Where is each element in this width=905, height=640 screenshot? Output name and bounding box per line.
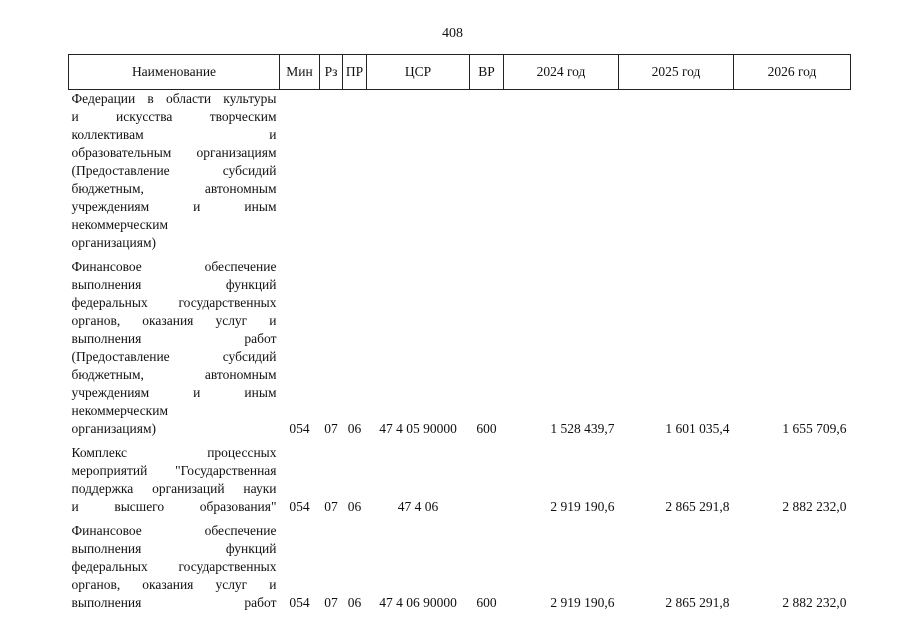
name-line: коллективам и bbox=[71, 127, 277, 142]
cell-rz: 07 bbox=[324, 499, 338, 514]
cell-min bbox=[280, 90, 320, 253]
name-line: выполнения функций bbox=[71, 277, 277, 292]
name-line: образовательным организациям bbox=[71, 145, 277, 160]
cell-rz: 07 bbox=[324, 595, 338, 610]
name-line: (Предоставление субсидий bbox=[71, 349, 277, 364]
table-row bbox=[69, 444, 851, 516]
header-pr: ПР bbox=[343, 55, 367, 90]
table-header-row bbox=[69, 55, 851, 90]
cell-name bbox=[69, 522, 280, 612]
cell-2026 bbox=[734, 90, 851, 253]
spacer-cell bbox=[69, 612, 851, 618]
name-line: выполнения функций bbox=[71, 541, 277, 556]
cell-2026: 1 655 709,6 bbox=[782, 421, 847, 436]
name-line: организациям) bbox=[71, 421, 157, 436]
table-row bbox=[69, 90, 851, 253]
cell-vr: 600 bbox=[476, 595, 497, 610]
cell-csr: 47 4 05 90000 bbox=[379, 421, 457, 436]
cell-vr bbox=[470, 90, 504, 253]
name-line: (Предоставление субсидий bbox=[71, 163, 277, 178]
header-2024: 2024 год bbox=[504, 55, 619, 90]
name-line: органов, оказания услуг и bbox=[71, 313, 277, 328]
cell-2024: 2 919 190,6 bbox=[550, 595, 615, 610]
name-line: и высшего образования" bbox=[71, 499, 277, 514]
name-line: Финансовое обеспечение bbox=[71, 259, 277, 274]
header-2025: 2025 год bbox=[619, 55, 734, 90]
cell-2025: 2 865 291,8 bbox=[665, 499, 730, 514]
row-spacer bbox=[69, 612, 851, 618]
name-line: федеральных государственных bbox=[71, 559, 277, 574]
table-row bbox=[69, 258, 851, 438]
cell-2025: 1 601 035,4 bbox=[665, 421, 730, 436]
cell-rz: 07 bbox=[324, 421, 338, 436]
cell-vr: 600 bbox=[476, 421, 497, 436]
cell-2025: 2 865 291,8 bbox=[665, 595, 730, 610]
name-line: учреждениям и иным bbox=[71, 385, 277, 400]
cell-2026: 2 882 232,0 bbox=[782, 499, 847, 514]
header-min: Мин bbox=[280, 55, 320, 90]
cell-name bbox=[69, 90, 280, 253]
cell-rz bbox=[320, 90, 343, 253]
cell-min: 054 bbox=[289, 499, 310, 514]
budget-table bbox=[68, 54, 851, 618]
cell-2026: 2 882 232,0 bbox=[782, 595, 847, 610]
name-line: Комплекс процессных bbox=[71, 445, 277, 460]
name-line: мероприятий "Государственная bbox=[71, 463, 277, 478]
cell-2024 bbox=[504, 90, 619, 253]
table-row bbox=[69, 522, 851, 612]
name-line: органов, оказания услуг и bbox=[71, 577, 277, 592]
name-line: Федерации в области культуры bbox=[71, 91, 277, 106]
cell-pr bbox=[343, 90, 367, 253]
name-line: федеральных государственных bbox=[71, 295, 277, 310]
cell-pr: 06 bbox=[347, 595, 362, 610]
cell-pr: 06 bbox=[347, 421, 362, 436]
name-line: выполнения работ bbox=[71, 595, 277, 610]
cell-2025 bbox=[619, 90, 734, 253]
page-number: 408 bbox=[442, 26, 463, 41]
name-line: бюджетным, автономным bbox=[71, 181, 277, 196]
cell-2024: 1 528 439,7 bbox=[550, 421, 615, 436]
cell-name bbox=[69, 444, 280, 516]
header-rz: Рз bbox=[320, 55, 343, 90]
cell-min: 054 bbox=[289, 595, 310, 610]
name-line: учреждениям и иным bbox=[71, 199, 277, 214]
cell-csr: 47 4 06 90000 bbox=[379, 595, 457, 610]
name-line: некоммерческим bbox=[71, 403, 169, 418]
name-line: бюджетным, автономным bbox=[71, 367, 277, 382]
header-2026: 2026 год bbox=[734, 55, 851, 90]
cell-min: 054 bbox=[289, 421, 310, 436]
cell-vr bbox=[470, 444, 504, 516]
header-name: Наименование bbox=[69, 55, 280, 90]
cell-pr: 06 bbox=[347, 499, 362, 514]
name-line: Финансовое обеспечение bbox=[71, 523, 277, 538]
name-line: выполнения работ bbox=[71, 331, 277, 346]
name-line: некоммерческим bbox=[71, 217, 169, 232]
header-vr: ВР bbox=[470, 55, 504, 90]
cell-csr bbox=[367, 90, 470, 253]
cell-name bbox=[69, 258, 280, 438]
cell-2024: 2 919 190,6 bbox=[550, 499, 615, 514]
name-line: и искусства творческим bbox=[71, 109, 277, 124]
cell-csr: 47 4 06 bbox=[397, 499, 439, 514]
table-body bbox=[69, 90, 851, 619]
header-csr: ЦСР bbox=[367, 55, 470, 90]
name-line: поддержка организаций науки bbox=[71, 481, 277, 496]
name-line: организациям) bbox=[71, 235, 157, 250]
